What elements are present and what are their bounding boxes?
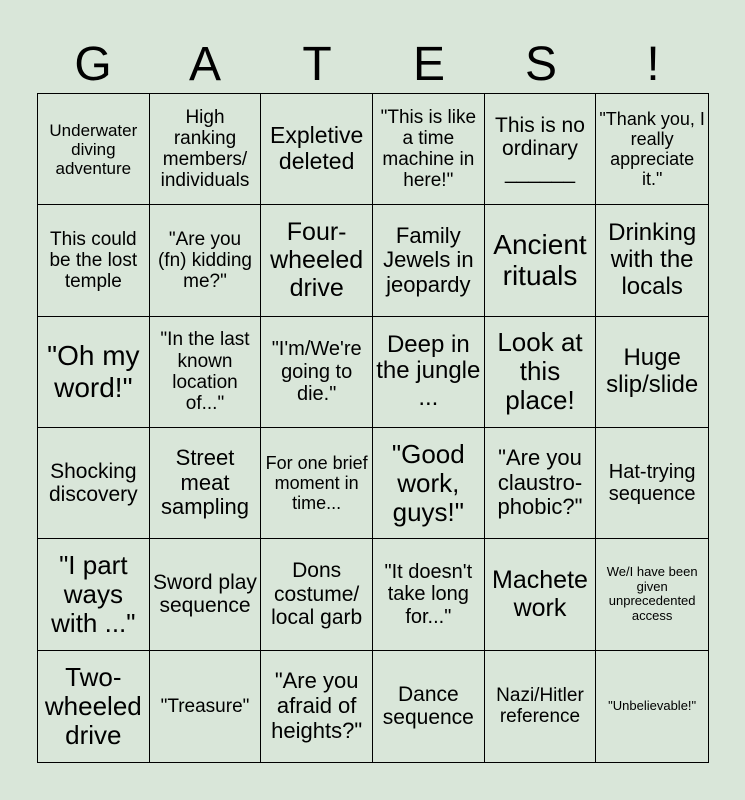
bingo-cell[interactable]: Street meat sampling [150, 428, 262, 539]
bingo-cell[interactable]: "Are you afraid of heights?" [261, 651, 373, 762]
bingo-cell[interactable]: Shocking discovery [38, 428, 150, 539]
bingo-cell[interactable]: Two-wheeled drive [38, 651, 150, 762]
bingo-cell[interactable]: We/I have been given unprecedented access [596, 539, 708, 650]
bingo-cell[interactable]: Nazi/Hitler reference [485, 651, 597, 762]
bingo-cell[interactable]: Underwater diving adventure [38, 94, 150, 205]
bingo-grid [37, 93, 709, 763]
bingo-cell[interactable]: Drinking with the locals [596, 205, 708, 316]
header-letter-e: E [412, 37, 445, 91]
bingo-cell[interactable]: "This is like a time machine in here!" [373, 94, 485, 205]
bingo-cell[interactable]: "I part ways with ..." [38, 539, 150, 650]
bingo-header [37, 36, 709, 93]
bingo-cell[interactable]: "Are you (fn) kidding me?" [150, 205, 262, 316]
bingo-cell[interactable]: Machete work [485, 539, 597, 650]
bingo-cell[interactable]: Four-wheeled drive [261, 205, 373, 316]
header-letter-t: T [302, 37, 332, 91]
header-letter-s: S [524, 37, 557, 91]
bingo-cell[interactable]: This is no ordinary ______ [485, 94, 597, 205]
bingo-cell[interactable]: "Are you claustro-phobic?" [485, 428, 597, 539]
bingo-cell[interactable]: Hat-trying sequence [596, 428, 708, 539]
header-letter-a: A [188, 37, 221, 91]
bingo-cell[interactable]: "Thank you, I really appreciate it." [596, 94, 708, 205]
bingo-cell[interactable]: Deep in the jungle ... [373, 317, 485, 428]
bingo-cell[interactable]: "Good work, guys!" [373, 428, 485, 539]
bingo-cell[interactable]: Ancient rituals [485, 205, 597, 316]
bingo-cell[interactable]: This could be the lost temple [38, 205, 150, 316]
bingo-cell[interactable]: "I'm/We're going to die." [261, 317, 373, 428]
bingo-cell[interactable]: High ranking members/ individuals [150, 94, 262, 205]
bingo-cell[interactable]: Family Jewels in jeopardy [373, 205, 485, 316]
bingo-cell[interactable]: "Oh my word!" [38, 317, 150, 428]
bingo-cell[interactable]: Look at this place! [485, 317, 597, 428]
header-letter-g: G [74, 37, 112, 91]
bingo-cell[interactable]: "In the last known location of..." [150, 317, 262, 428]
header-letter-exclamation: ! [646, 37, 660, 91]
bingo-cell[interactable]: Dons costume/ local garb [261, 539, 373, 650]
bingo-cell[interactable]: "It doesn't take long for..." [373, 539, 485, 650]
bingo-cell[interactable]: Dance sequence [373, 651, 485, 762]
bingo-cell[interactable]: "Unbelievable!" [608, 698, 697, 714]
bingo-cell[interactable]: Expletive deleted [261, 94, 373, 205]
bingo-cell[interactable]: For one brief moment in time... [261, 428, 373, 539]
bingo-cell[interactable]: "Treasure" [150, 651, 262, 762]
bingo-cell[interactable]: Sword play sequence [150, 539, 262, 650]
bingo-cell[interactable]: Huge slip/slide [596, 317, 708, 428]
